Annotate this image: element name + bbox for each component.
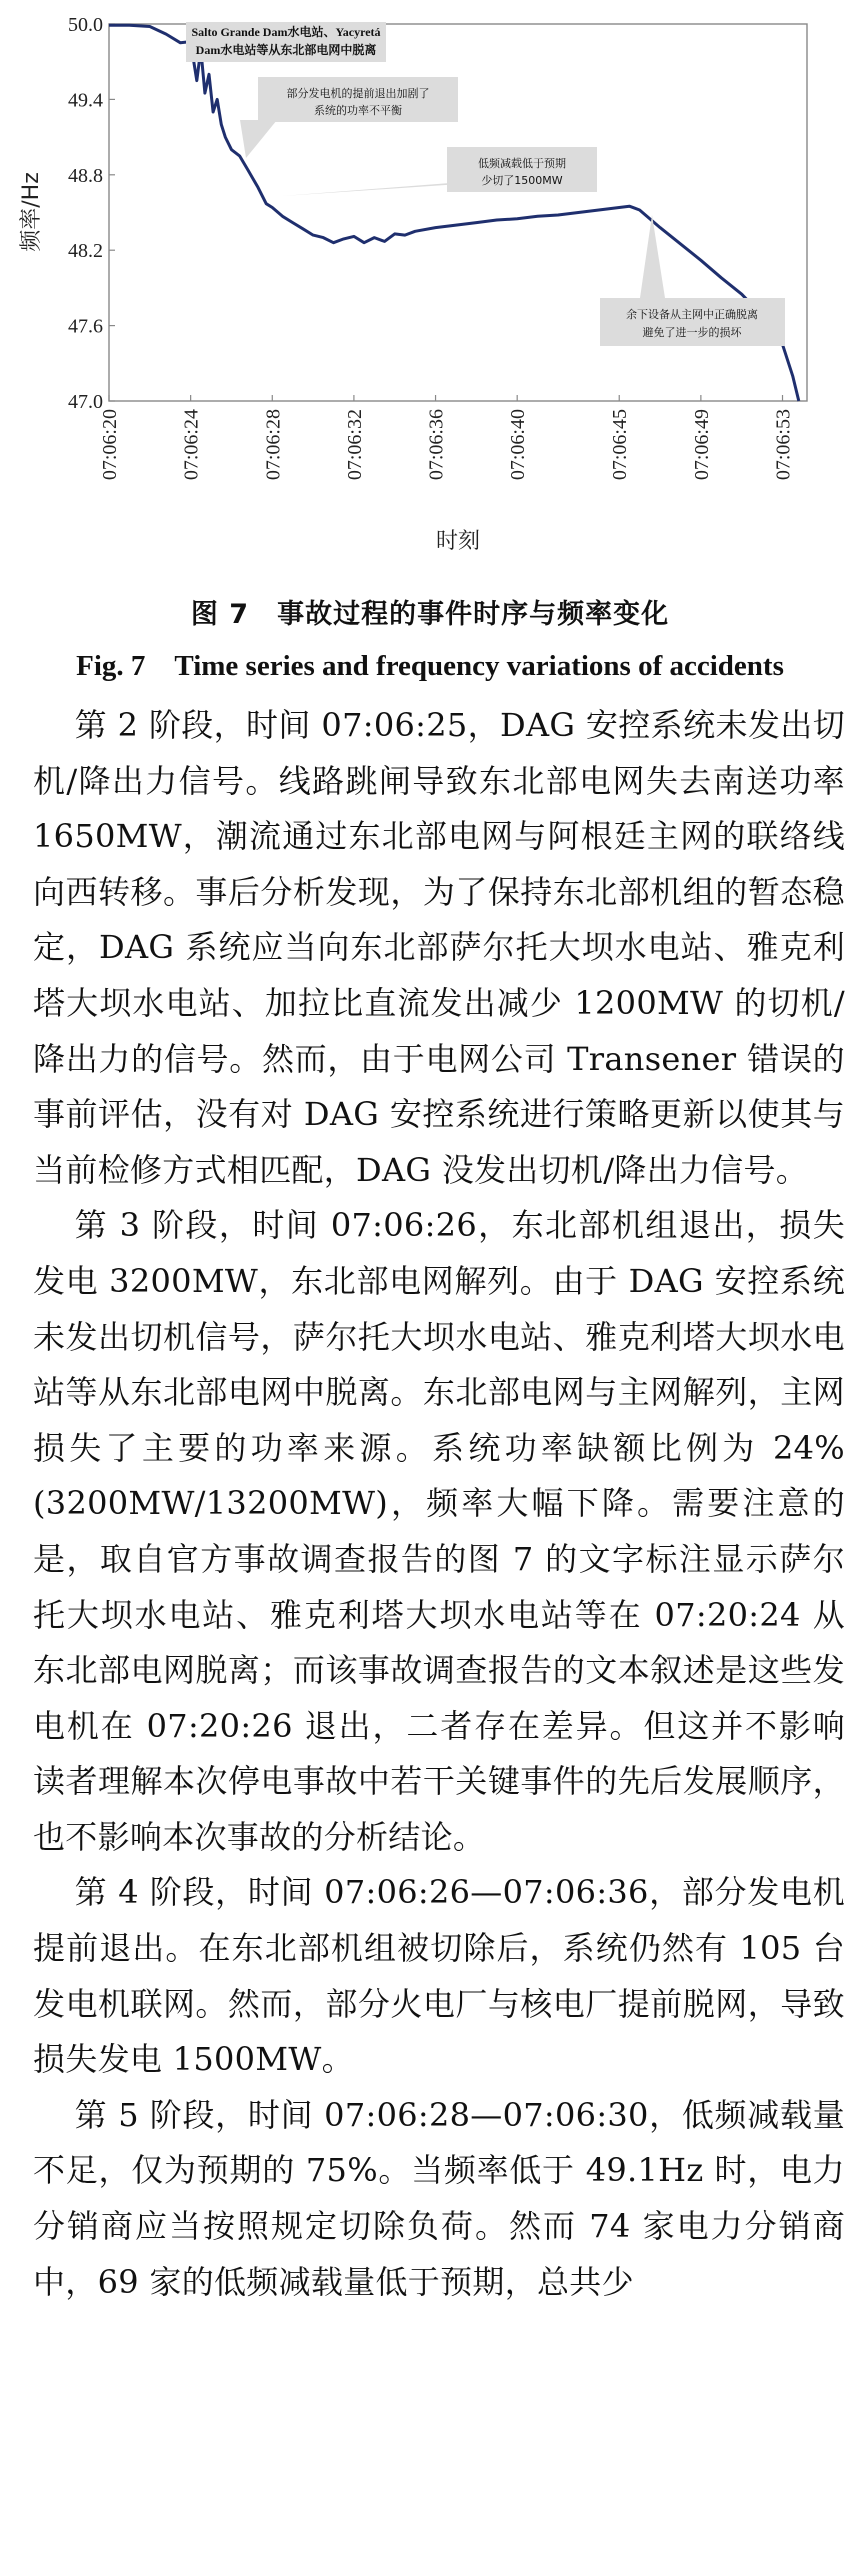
annotation-disconnect-line-2: 避免了进一步的损坏 (642, 326, 742, 339)
annotation-early-trip-line-2: 系统的功率不平衡 (314, 104, 402, 117)
x-tick-label: 07:06:53 (772, 409, 795, 481)
x-tick-label: 07:06:32 (343, 409, 366, 481)
annotation-salto-grande (186, 22, 386, 62)
x-tick-label: 07:06:28 (262, 409, 285, 481)
annotation-load-shedding-line-2: 少切了1500MW (481, 174, 563, 187)
y-tick-label: 47.0 (68, 391, 103, 413)
y-tick-label: 47.6 (68, 315, 103, 338)
frequency-figure (0, 0, 860, 560)
x-tick-label: 07:06:24 (180, 409, 203, 481)
y-tick-label: 48.8 (68, 164, 103, 187)
x-axis-title: 时刻 (435, 529, 481, 554)
figure-caption-english: Fig. 7 Time series and frequency variations of accidents (76, 650, 784, 682)
x-tick-label: 07:06:20 (99, 409, 121, 481)
y-tick-label: 48.2 (68, 240, 103, 263)
annotation-load-shedding-line-1: 低频减载低于预期 (478, 157, 566, 170)
paragraph-stage-5: 第 5 阶段，时间 07:06:28—07:06:30，低频减载量不足，仅为预期的 75%。当频率低于 49.1Hz 时，电力分销商应当按照规定切除负荷。然而 74 家电力分销商中，69 家的低频减载量低于预期，总共少 (33, 2095, 845, 2301)
figure-caption-chinese: 图 7 事故过程的事件时序与频率变化 (190, 599, 670, 630)
y-tick-label: 49.4 (68, 89, 103, 112)
x-tick-label: 07:06:40 (507, 409, 530, 481)
x-tick-label: 07:06:36 (425, 409, 448, 481)
y-axis-title: 频率/Hz (19, 172, 44, 252)
annotation-salto-line-1: Salto Grande Dam水电站、Yacyretá (191, 25, 381, 39)
body-text (33, 698, 845, 2310)
annotation-disconnect-line-1: 余下设备从主网中正确脱离 (626, 308, 758, 321)
x-tick-label: 07:06:49 (690, 409, 713, 481)
paragraph-stage-3: 第 3 阶段，时间 07:06:26，东北部机组退出，损失发电 3200MW，东北部电网解列。由于 DAG 安控系统未发出切机信号，萨尔托大坝水电站、雅克利塔大坝水电站等从东北部电网中脱离。东北部电网与主网解列，主网损失了主要的功率来源。系统功率缺额比例为 24%(3200MW/13200MW)，频率大幅下降。需要注意的是，取自官方事故调查报告的图 7 的文字标注显示萨尔托大坝水电站、雅克利塔大坝水电站等在 07:20:24 从东北部电网脱离；而该事故调查报告的文本叙述是这些发电机在 07:20:26 退出，二者存在差异。但这并不影响读者理解本次停电事故中若干关键事件的先后发展顺序，也不影响本次事故的分析结论。 (33, 1206, 845, 1856)
frequency-chart (0, 0, 860, 560)
paragraph-stage-2: 第 2 阶段，时间 07:06:25，DAG 安控系统未发出切机/降出力信号。线路跳闸导致东北部电网失去南送功率 1650MW，潮流通过东北部电网与阿根廷主网的联络线向西转移。事后分析发现，为了保持东北部机组的暂态稳定，DAG 系统应当向东北部萨尔托大坝水电站、雅克利塔大坝水电站、加拉比直流发出减少 1200MW 的切机/降出力的信号。然而，由于电网公司 Transener 错误的事前评估，没有对 DAG 安控系统进行策略更新以使其与当前检修方式相匹配，DAG 没发出切机/降出力信号。 (33, 706, 845, 1189)
annotation-salto-line-2: Dam水电站等从东北部电网中脱离 (195, 43, 377, 57)
annotation-early-trip-line-1: 部分发电机的提前退出加剧了 (286, 87, 430, 100)
x-tick-label: 07:06:45 (609, 409, 632, 481)
paragraph-stage-4: 第 4 阶段，时间 07:06:26—07:06:36，部分发电机提前退出。在东北部机组被切除后，系统仍然有 105 台发电机联网。然而，部分火电厂与核电厂提前脱网，导致损失发电 1500MW。 (33, 1873, 845, 2079)
y-tick-label: 50.0 (68, 14, 103, 36)
